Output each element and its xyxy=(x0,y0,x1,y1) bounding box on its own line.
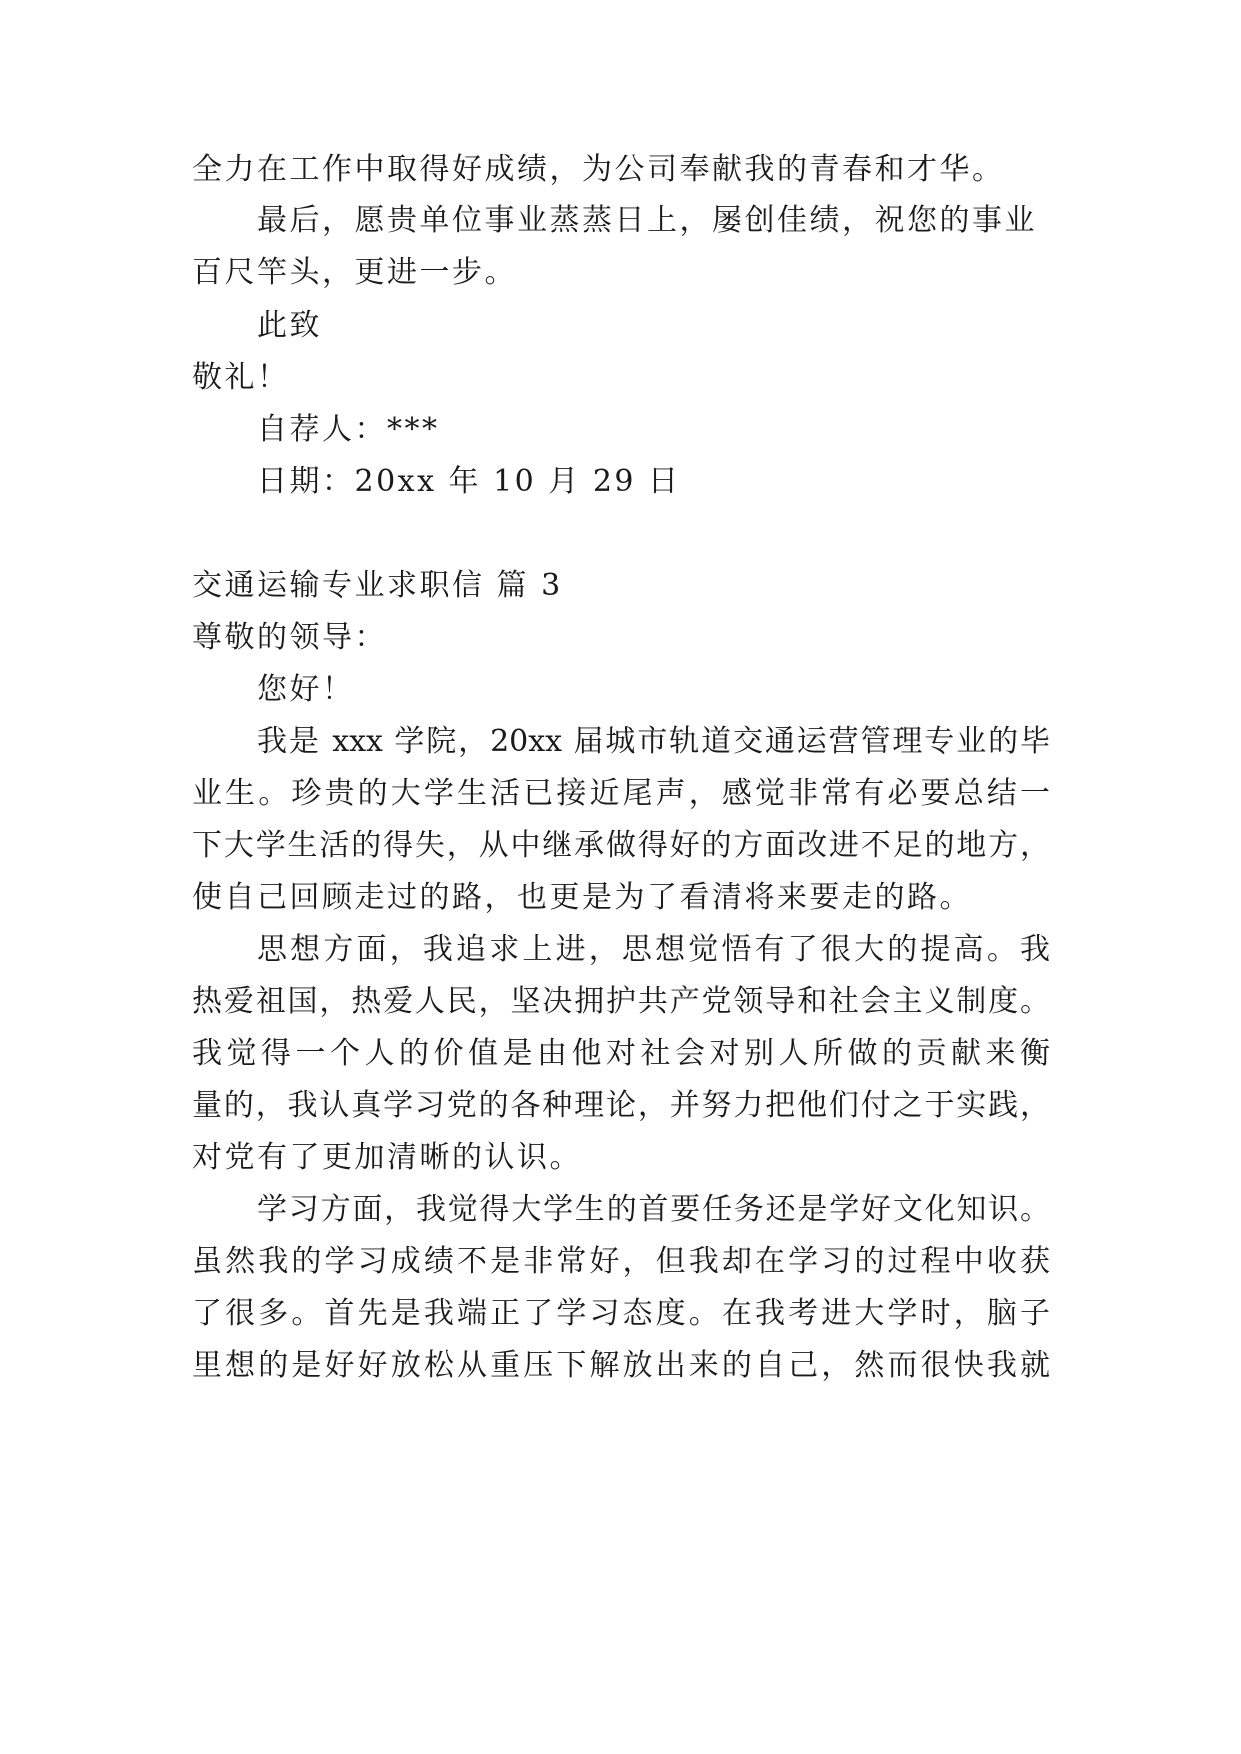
closing-paragraph-line: 最后，愿贵单位事业蒸蒸日上，屡创佳绩，祝您的事业 xyxy=(257,203,1037,238)
letter-hello: 您好！ xyxy=(257,672,355,707)
study-paragraph-line: 学习方面，我觉得大学生的首要任务还是学好文化知识。 xyxy=(257,1192,1050,1227)
thought-paragraph-line: 我觉得一个人的价值是由他对社会对别人所做的贡献来衡 xyxy=(192,1036,1050,1071)
intro-paragraph-line: 我是 xxx 学院，20xx 届城市轨道交通运营管理专业的毕 xyxy=(257,724,1050,759)
intro-paragraph-line: 业生。珍贵的大学生活已接近尾声，感觉非常有必要总结一 xyxy=(192,776,1050,811)
study-paragraph-line: 了很多。首先是我端正了学习态度。在我考进大学时，脑子 xyxy=(192,1296,1050,1331)
thought-paragraph-line: 热爱祖国，热爱人民，坚决拥护共产党领导和社会主义制度。 xyxy=(192,984,1050,1019)
study-paragraph-line: 虽然我的学习成绩不是非常好，但我却在学习的过程中收获 xyxy=(192,1244,1050,1279)
thought-paragraph-line: 量的，我认真学习党的各种理论，并努力把他们付之于实践， xyxy=(192,1088,1050,1123)
signature-date: 日期：20xx 年 10 月 29 日 xyxy=(257,464,681,499)
intro-paragraph-line: 使自己回顾走过的路，也更是为了看清将来要走的路。 xyxy=(192,880,972,915)
letter-greeting: 尊敬的领导： xyxy=(192,620,387,655)
signature-recommender: 自荐人：*** xyxy=(257,412,440,447)
intro-paragraph-line: 下大学生活的得失，从中继承做得好的方面改进不足的地方， xyxy=(192,828,1050,863)
closing-paragraph-line: 百尺竿头，更进一步。 xyxy=(192,255,517,290)
closing-jingli: 敬礼！ xyxy=(192,360,290,395)
continuation-line: 全力在工作中取得好成绩，为公司奉献我的青春和才华。 xyxy=(192,152,1005,187)
thought-paragraph-line: 对党有了更加清晰的认识。 xyxy=(192,1140,582,1175)
section-heading: 交通运输专业求职信 篇 3 xyxy=(192,568,563,603)
thought-paragraph-line: 思想方面，我追求上进，思想觉悟有了很大的提高。我 xyxy=(257,932,1050,967)
study-paragraph-line: 里想的是好好放松从重压下解放出来的自己，然而很快我就 xyxy=(192,1348,1050,1383)
closing-cizhi: 此致 xyxy=(257,308,322,343)
